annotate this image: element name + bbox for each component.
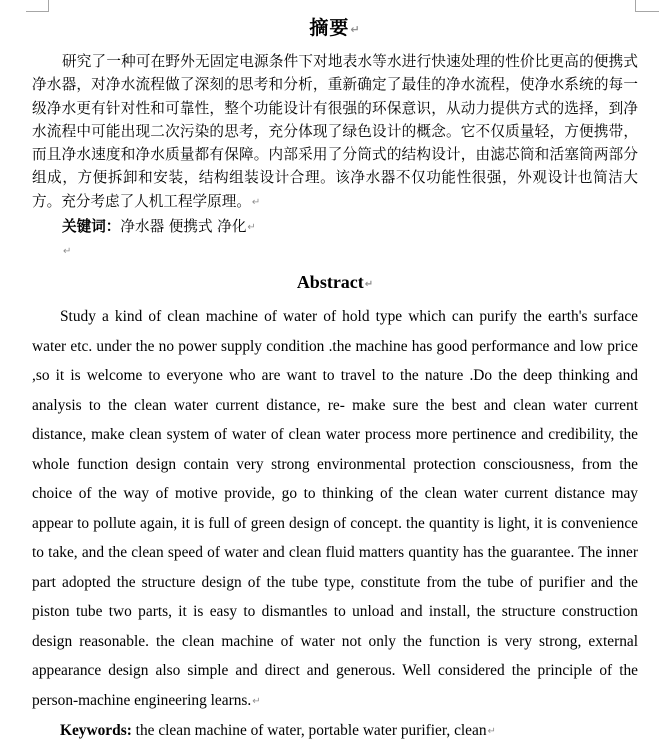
paragraph-mark: ↵ [252,695,261,707]
english-abstract-text: Study a kind of clean machine of water of hold type which can purify the earth's surface water etc. under the no power supply condition .the machine has good performance and low price ,so it is welcome to everyone who are want to travel to the nature .Do the deep thinking and analysis to the clean water current distance, re- make sure the best and clean water current distance, make clean system of water of clean water process more pertinence and credibility, the whole function design contain very strong environmental protection consciousness, from the choice of the way of motive provide, go to thinking of the clean water current distance may appear to pollute again, it is full of green design of concept. the quantity is light, it is convenience to take, and the clean speed of water and clean fluid matters quantity has the guarantee. The inner part adopted the structure design of the tube type, constitute from the tube of purifier and the piston tube two parts, it is easy to dismantles to unload and install, the structure construction design reasonable. the clean machine of water not only the function is very strong, external appearance design also simple and direct and generous. Well considered the principle of the person-machine engineering learns. [32,308,638,709]
english-keywords-value: the clean machine of water, portable water purifier, clean [131,722,487,740]
english-abstract-paragraph [32,297,638,716]
chinese-blank-line [32,239,638,262]
corner-mark-horizontal-line [636,11,659,12]
chinese-abstract-paragraph [32,43,638,214]
chinese-keywords-label: 关键词： [62,218,121,236]
document-body [32,0,638,747]
paragraph-mark: ↵ [247,222,256,234]
paragraph-mark: ↵ [251,196,261,208]
paragraph-mark: ↵ [487,726,496,738]
paragraph-mark: ↵ [350,23,361,36]
english-abstract-heading-text: Abstract [296,272,364,293]
paragraph-mark: ↵ [364,279,374,291]
english-abstract-heading [32,262,638,297]
paragraph-mark: ↵ [63,246,72,258]
page-corner-mark-top-right [635,0,659,12]
chinese-abstract-heading-text: 摘要 [309,17,350,39]
chinese-keywords-value: 净水器 便携式 净化 [120,218,247,236]
english-keywords-line [32,716,638,747]
english-keywords-label: Keywords: [60,722,132,740]
chinese-abstract-text: 研究了一种可在野外无固定电源条件下对地表水等水进行快速处理的性价比更高的便携式净水器，对净水流程做了深刻的思考和分析，重新确定了最佳的净水流程，使净水系统的每一级净水更有针对性和可靠性，整个功能设计有很强的环保意识，从动力提供方式的选择，到净水流程中可能出现二次污染的思考，充分体现了绿色设计的概念。它不仅质量轻，方便携带，而且净水速度和净水质量都有保障。内部采用了分筒式的结构设计，由滤芯筒和活塞筒两部分组成，方便拆卸和安装，结构组装设计合理。该净水器不仅功能性很强，外观设计也简洁大方。充分考虑了人机工程学原理。 [32,53,638,210]
chinese-abstract-heading [32,0,638,43]
chinese-keywords-line [32,214,638,239]
